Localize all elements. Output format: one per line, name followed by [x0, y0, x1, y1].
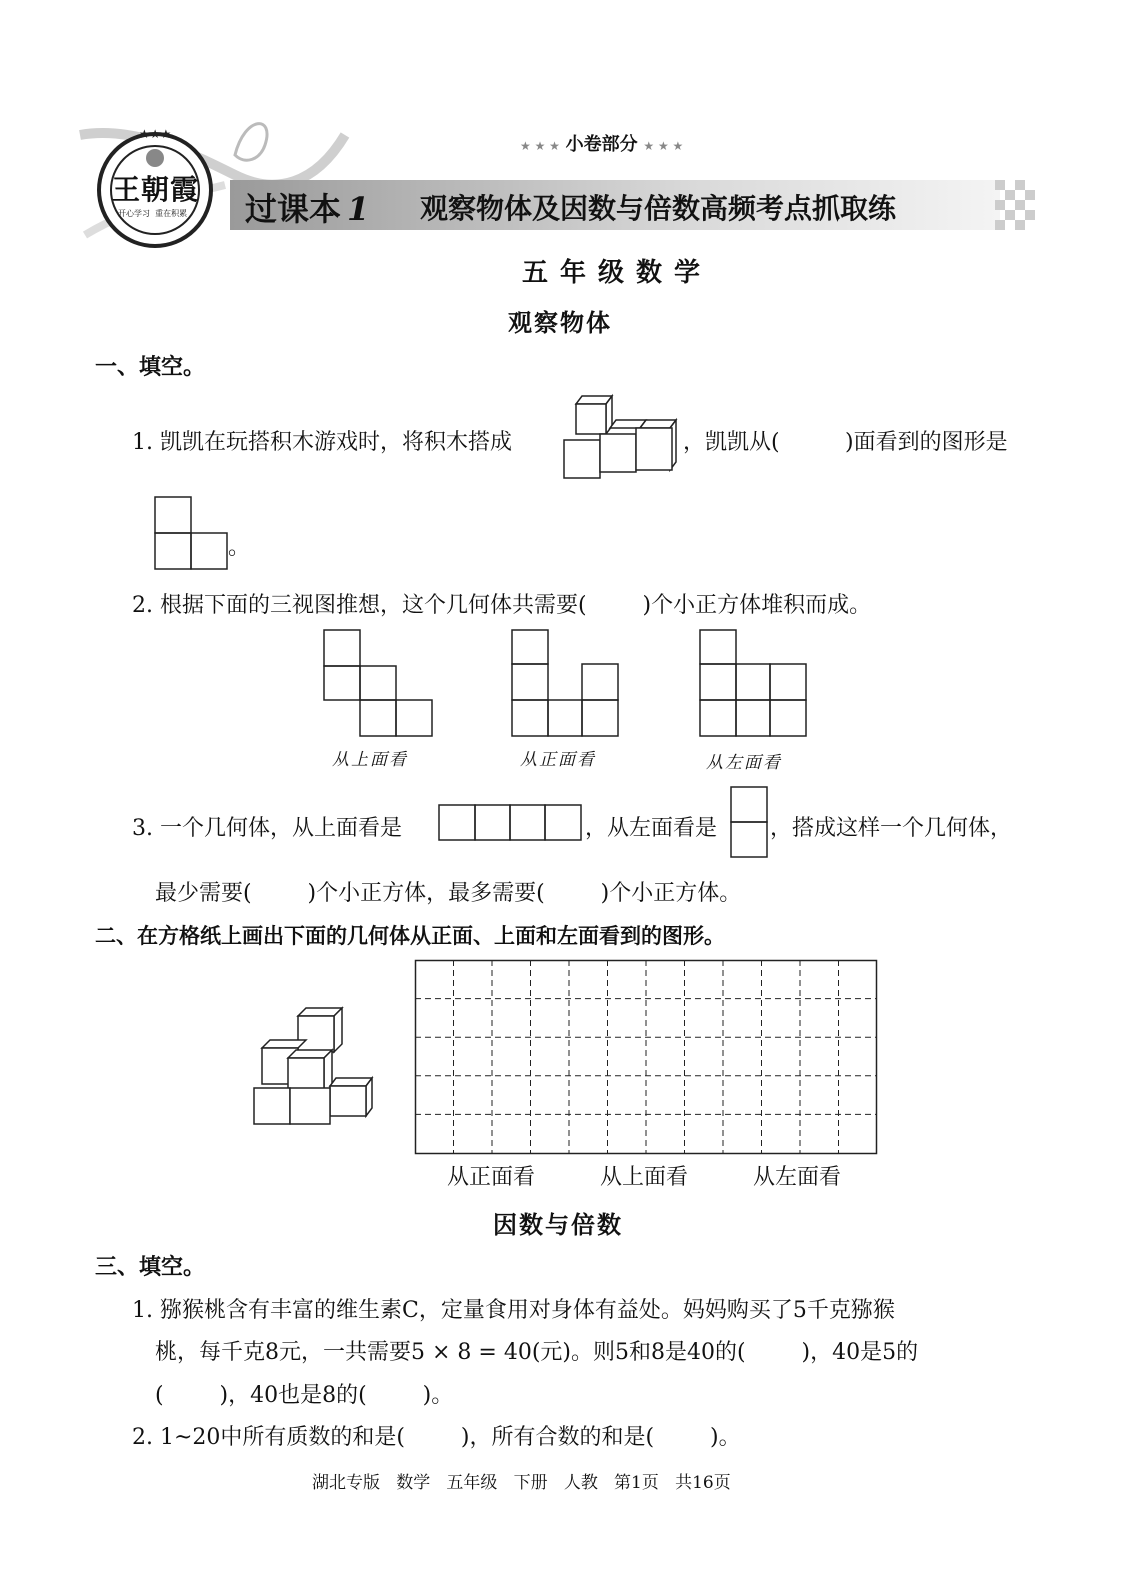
checker-decoration	[995, 180, 1040, 230]
logo-subtitle: 开心学习 重在积累	[118, 209, 188, 218]
svg-text:★★★: ★★★	[139, 127, 172, 141]
q3-text-c: ，搭成这样一个几何体，	[770, 816, 1013, 841]
grid-label-top: 从上面看	[600, 1165, 689, 1190]
q1-end: 。	[228, 535, 251, 560]
section-title-factors: 因数与倍数	[493, 1211, 623, 1239]
part1-heading: 一、填空。	[95, 355, 206, 380]
drawing-grid[interactable]	[415, 960, 885, 1160]
part3-heading: 三、填空。	[95, 1255, 206, 1280]
p3-q1-line1: 1. 猕猴桃含有丰富的维生素C，定量食用对身体有益处。妈妈购买了5千克猕猴	[132, 1298, 895, 1323]
q1-l-shape-figure	[155, 497, 235, 572]
q3-text-b: ，从左面看是	[585, 816, 718, 841]
section-tag-label: 小卷部分	[565, 134, 638, 155]
page-footer: 湖北专版 数学 五年级 下册 人教 第1页 共16页	[312, 1473, 731, 1493]
q1-answer-blank[interactable]	[800, 425, 850, 453]
q2-three-views	[322, 628, 842, 748]
p3-q1-line3: ( )，40也是8的( )。	[155, 1383, 454, 1408]
q3-text-a: 3. 一个几何体，从上面看是	[132, 816, 402, 841]
book-label	[245, 184, 369, 230]
q3-line2: 最少需要( )个小正方体，最多需要( )个小正方体。	[155, 881, 742, 906]
section-title-observe: 观察物体	[508, 309, 612, 337]
logo-name: 王朝霞	[112, 173, 200, 206]
q1-block-figure	[562, 392, 682, 482]
book-number: 1	[347, 190, 370, 228]
part2-cube-figure	[250, 1000, 390, 1140]
section-tag: ★ ★ ★ 小卷部分 ★ ★ ★	[520, 134, 684, 155]
q2-text: 2. 根据下面的三视图推想，这个几何体共需要( )个小正方体堆积而成。	[132, 593, 872, 618]
part2-heading: 二、在方格纸上画出下面的几何体从正面、上面和左面看到的图形。	[95, 924, 725, 948]
grid-label-left: 从左面看	[753, 1165, 842, 1190]
book-label-text: 过课本	[245, 190, 342, 228]
q2-label-front: 从正面看	[520, 750, 596, 770]
q2-label-left: 从左面看	[706, 753, 782, 773]
p3-q1-line2: 桃，每千克8元，一共需要5 × 8 = 40(元)。则5和8是40的( )，40是5的	[155, 1340, 919, 1365]
q1-text-b: ，凯凯从(	[683, 430, 780, 455]
grid-label-front: 从正面看	[447, 1165, 536, 1190]
q3-left-view-column	[730, 786, 770, 861]
subject-title: 五年级数学	[522, 258, 713, 288]
q1-text-c: )面看到的图形是	[845, 430, 1008, 455]
page-title: 观察物体及因数与倍数高频考点抓取练	[420, 192, 897, 225]
p3-q2: 2. 1~20中所有质数的和是( )，所有合数的和是( )。	[132, 1425, 741, 1450]
q2-label-top: 从上面看	[332, 750, 408, 770]
q1-text-a: 1. 凯凯在玩搭积木游戏时，将积木搭成	[132, 430, 512, 455]
q3-top-view-row	[438, 804, 583, 844]
